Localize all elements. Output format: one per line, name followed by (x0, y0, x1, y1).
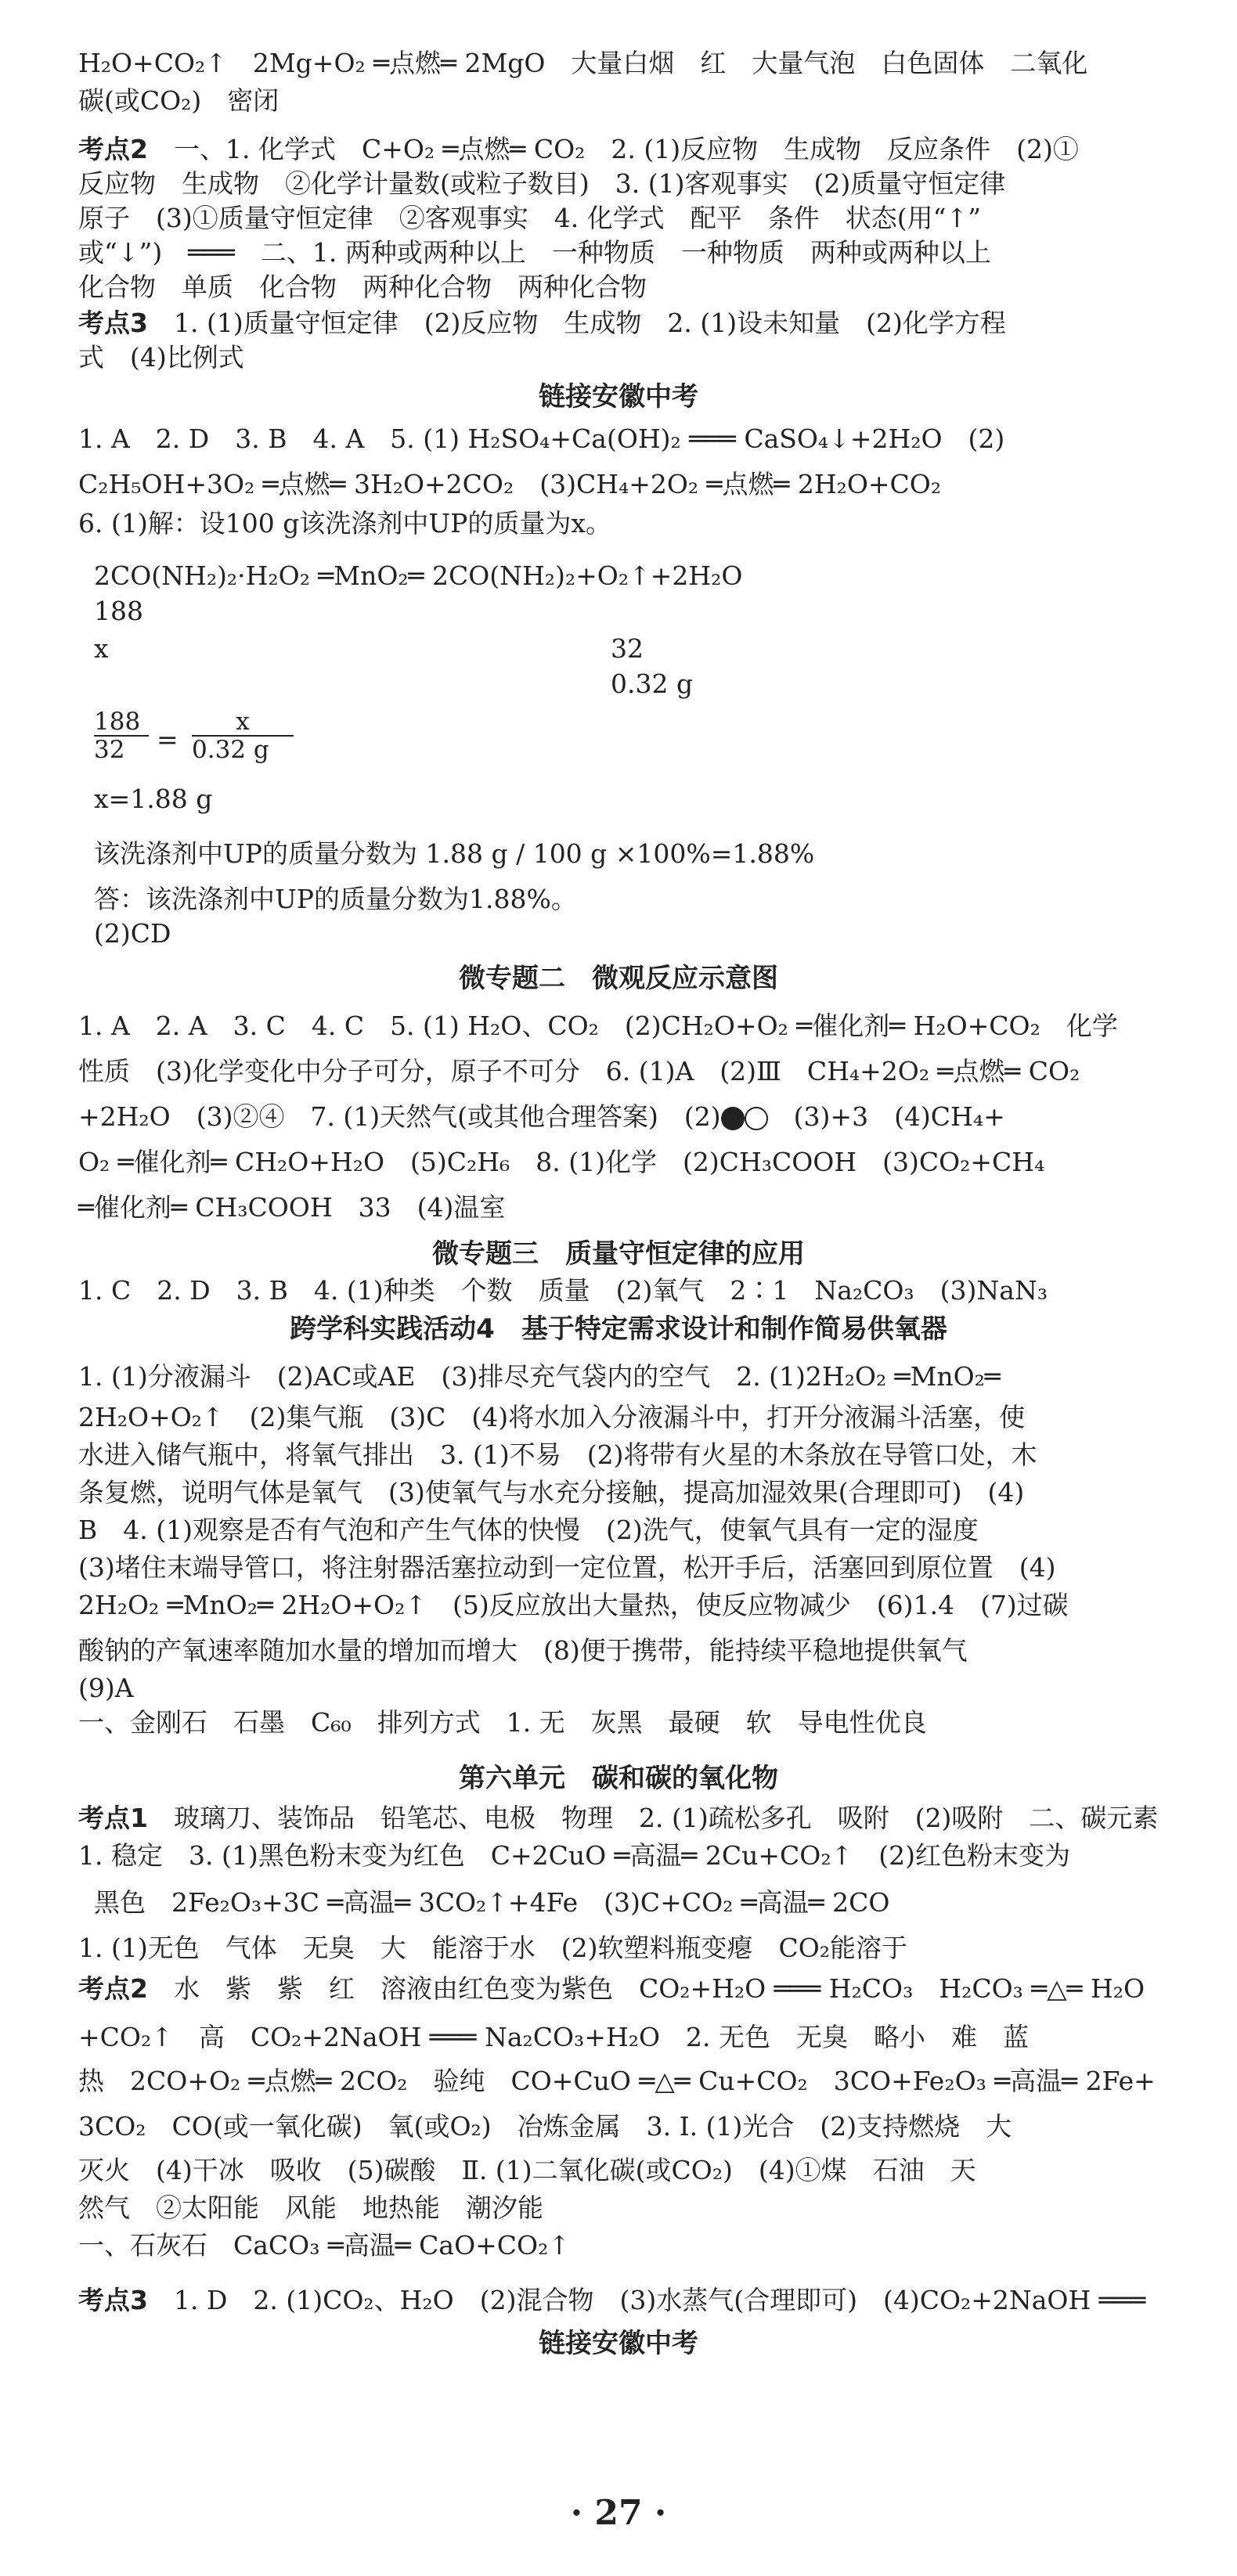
section-heading: 链接安徽中考 (539, 2328, 698, 2359)
fraction-numerator: 188 (94, 708, 141, 736)
text-line: 热 2CO+O₂ ═点燃═ 2CO₂ 验纯 CO+CuO ═△═ Cu+CO₂ 3CO+Fe₂O₃ ═高温═ 2Fe+ (78, 2066, 1156, 2096)
text-line: C₂H₅OH+3O₂ ═点燃═ 3H₂O+2CO₂ (3)CH₄+2O₂ ═点燃═ 2H₂O+CO₂ (78, 469, 942, 499)
text-line: 1. A 2. D 3. B 4. A 5. (1) H₂SO₄+Ca(OH)₂ ═══ CaSO₄↓+2H₂O (2) (78, 423, 1005, 454)
text-line: 碳(或CO₂) 密闭 (78, 85, 279, 116)
section-heading: 跨学科实践活动4 基于特定需求设计和制作简易供氧器 (290, 1313, 947, 1345)
text-line: 水进入储气瓶中，将氧气排出 3. (1)不易 (2)将带有火星的木条放在导管口处，木 (78, 1439, 1037, 1470)
text-line: 0.32 g (611, 668, 694, 699)
section-heading: 微专题三 质量守恒定律的应用 (432, 1238, 805, 1270)
equation-line: 2CO(NH₂)₂·H₂O₂ ═MnO₂═ 2CO(NH₂)₂+O₂↑+2H₂O (94, 560, 743, 591)
text-span: (3)+3 (4)CH₄+ (793, 1101, 1005, 1132)
kaodian-label: 考点3 (78, 2285, 148, 2315)
text-line: 32 (611, 633, 644, 664)
fraction-denominator: 0.32 g (192, 736, 269, 764)
ratio-fraction-left (94, 708, 149, 763)
text-line (78, 1101, 1167, 1133)
text-line: (9)A (78, 1673, 134, 1703)
text-line: 2H₂O₂ ═MnO₂═ 2H₂O+O₂↑ (5)反应放出大量热，使反应物减少 (6)1.4 (7)过碳 (78, 1590, 1069, 1620)
text-line: H₂O+CO₂↑ 2Mg+O₂ ═点燃═ 2MgO 大量白烟 红 大量气泡 白色固体 二氧化 (78, 48, 1088, 78)
kaodian-label: 考点3 (78, 308, 148, 338)
text-line: x (94, 633, 109, 664)
text-line (78, 307, 1167, 340)
text-line: 条复燃，说明气体是氧气 (3)使氧气与水充分接触，提高加湿效果(合理即可) (4) (78, 1477, 1025, 1508)
text-line: 3CO₂ CO(或一氧化碳) 氧(或O₂) 冶炼金属 3. Ⅰ. (1)光合 (2)支持燃烧 大 (78, 2111, 1012, 2142)
text-line: 2H₂O+O₂↑ (2)集气瓶 (3)C (4)将水加入分液漏斗中，打开分液漏斗活塞，使 (78, 1402, 1026, 1432)
text-line: 该洗涤剂中UP的质量分数为 1.88 g / 100 g ×100%=1.88% (94, 838, 815, 869)
text-line: ═催化剂═ CH₃COOH 33 (4)温室 (78, 1192, 506, 1223)
kaodian-label: 考点2 (78, 134, 148, 164)
text-span: 1. D 2. (1)CO₂、H₂O (2)混合物 (3)水蒸气(合理即可) (4)CO₂+2NaOH ═══ (173, 2285, 1146, 2315)
text-line (78, 1973, 1167, 2005)
text-line: 反应物 生成物 ②化学计量数(或粒子数目) 3. (1)客观事实 (2)质量守恒定律 (78, 168, 1006, 199)
black-atom-icon (721, 1107, 745, 1130)
equals-sign: = (157, 724, 179, 755)
fraction-numerator: x (236, 708, 250, 736)
kaodian-label: 考点2 (78, 1973, 148, 2004)
text-span: 1. (1)质量守恒定律 (2)反应物 生成物 2. (1)设未知量 (2)化学方程 (173, 308, 1006, 338)
text-span: 玻璃刀、装饰品 铅笔芯、电极 物理 2. (1)疏松多孔 吸附 (2)吸附 二、碳元素 (173, 1803, 1159, 1833)
text-line: 1. A 2. A 3. C 4. C 5. (1) H₂O、CO₂ (2)CH₂O+O₂ ═催化剂═ H₂O+CO₂ 化学 (78, 1011, 1118, 1041)
text-line: (2)CD (94, 918, 171, 949)
text-line: 黑色 2Fe₂O₃+3C ═高温═ 3CO₂↑+4Fe (3)C+CO₂ ═高温═ 2CO (94, 1887, 890, 1918)
text-line: 或“↓”) ═══ 二、1. 两种或两种以上 一种物质 一种物质 两种或两种以上 (78, 237, 991, 268)
text-line: +CO₂↑ 高 CO₂+2NaOH ═══ Na₂CO₃+H₂O 2. 无色 无臭 略小 难 蓝 (78, 2022, 1029, 2052)
text-span: +2H₂O (3)②④ 7. (1)天然气(或其他合理答案) (2) (78, 1101, 721, 1132)
text-line (78, 133, 1167, 166)
section-heading: 链接安徽中考 (539, 381, 698, 413)
fraction-denominator: 32 (94, 736, 125, 764)
text-line: x=1.88 g (94, 784, 213, 814)
text-line: 化合物 单质 化合物 两种化合物 两种化合物 (78, 272, 647, 302)
text-line: 一、石灰石 CaCO₃ ═高温═ CaO+CO₂↑ (78, 2230, 570, 2261)
ratio-fraction-right (192, 708, 294, 763)
white-atom-icon (745, 1107, 768, 1130)
text-line: 灭火 (4)干冰 吸收 (5)碳酸 Ⅱ. (1)二氧化碳(或CO₂) (4)①煤 石油 天 (78, 2155, 976, 2185)
text-line (78, 2284, 1167, 2317)
text-line: 1. 稳定 3. (1)黑色粉末变为红色 C+2CuO ═高温═ 2Cu+CO₂↑ (2)红色粉末变为 (78, 1840, 1070, 1871)
text-line (78, 1802, 1167, 1835)
text-line: 酸钠的产氧速率随加水量的增加而增大 (8)便于携带，能持续平稳地提供氧气 (78, 1635, 968, 1666)
text-span: 水 紫 紫 红 溶液由红色变为紫色 CO₂+H₂O ═══ H₂CO₃ H₂CO₃ ═△═ H₂O (173, 1973, 1145, 2004)
section-heading: 第六单元 碳和碳的氧化物 (459, 1763, 778, 1794)
text-line: 6. (1)解：设100 g该洗涤剂中UP的质量为x。 (78, 508, 611, 539)
section-heading: 微专题二 微观反应示意图 (459, 963, 778, 994)
text-line: 一、金刚石 石墨 C₆₀ 排列方式 1. 无 灰黑 最硬 软 导电性优良 (78, 1707, 927, 1738)
kaodian-label: 考点1 (78, 1803, 148, 1833)
text-line: 原子 (3)①质量守恒定律 ②客观事实 4. 化学式 配平 条件 状态(用“↑” (78, 203, 981, 233)
text-line: 1. (1)无色 气体 无臭 大 能溶于水 (2)软塑料瓶变瘪 CO₂能溶于 (78, 1933, 907, 1963)
text-line: O₂ ═催化剂═ CH₂O+H₂O (5)C₂H₆ 8. (1)化学 (2)CH₃COOH (3)CO₂+CH₄ (78, 1147, 1045, 1177)
text-line: 答：该洗涤剂中UP的质量分数为1.88%。 (94, 884, 577, 914)
text-line: 188 (94, 596, 143, 626)
text-line: 然气 ②太阳能 风能 地热能 潮汐能 (78, 2192, 543, 2223)
text-line: 性质 (3)化学变化中分子可分，原子不可分 6. (1)A (2)Ⅲ CH₄+2O₂ ═点燃═ CO₂ (78, 1056, 1080, 1086)
text-line: 1. C 2. D 3. B 4. (1)种类 个数 质量 (2)氧气 2∶1 Na₂CO₃ (3)NaN₃ (78, 1275, 1048, 1306)
page-number: · 27 · (570, 2493, 667, 2533)
text-line: 1. (1)分液漏斗 (2)AC或AE (3)排尽充气袋内的空气 2. (1)2H₂O₂ ═MnO₂═ (78, 1361, 1001, 1392)
text-line: B 4. (1)观察是否有气泡和产生气体的快慢 (2)洗气，使氧气具有一定的湿度 (78, 1515, 979, 1545)
text-line: 式 (4)比例式 (78, 342, 244, 373)
text-span: 一、1. 化学式 C+O₂ ═点燃═ CO₂ 2. (1)反应物 生成物 反应条件 (2)① (173, 134, 1079, 164)
text-line: (3)堵住末端导管口，将注射器活塞拉动到一定位置，松开手后，活塞回到原位置 (4) (78, 1552, 1056, 1583)
